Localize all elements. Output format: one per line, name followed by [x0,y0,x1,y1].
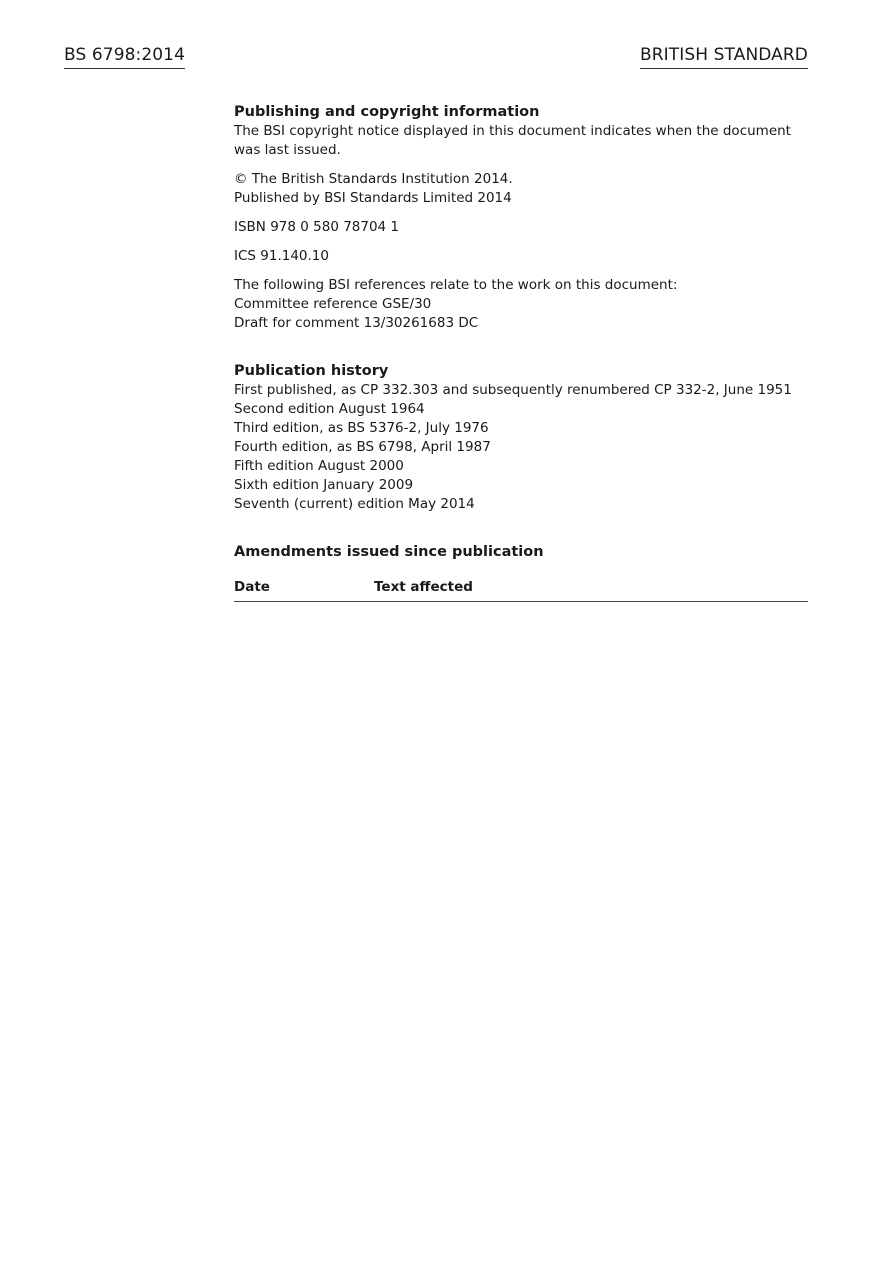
publication-history-list [234,381,808,514]
committee-reference: Committee reference GSE/30 [234,296,432,312]
history-entry: Fifth edition August 2000 [234,458,404,474]
history-entry: Seventh (current) edition May 2014 [234,496,475,512]
history-entry: Second edition August 1964 [234,401,425,417]
amendments-section-title: Amendments issued since publication [234,544,544,560]
history-entry: Third edition, as BS 5376-2, July 1976 [234,420,489,436]
history-entry: Sixth edition January 2009 [234,477,414,493]
copyright-notice-line: The BSI copyright notice displayed in this document indicates when the document [234,123,791,139]
publisher-line: Published by BSI Standards Limited 2014 [234,190,512,206]
copyright-line: © The British Standards Institution 2014. [234,171,513,187]
history-entry: Fourth edition, as BS 6798, April 1987 [234,439,491,455]
history-entry: First published, as CP 332.303 and subsequently renumbered CP 332-2, June 1951 [234,382,792,398]
column-header-text-affected: Text affected [374,579,473,595]
ics-code: ICS 91.140.10 [234,248,329,264]
copyright-notice [234,122,808,160]
bsi-references [234,276,808,333]
copyright-section-title: Publishing and copyright information [234,104,540,120]
draft-for-comment: Draft for comment 13/30261683 DC [234,315,479,331]
references-intro: The following BSI references relate to the work on this document: [234,277,678,293]
publishing-info [234,102,808,602]
document-type: BRITISH STANDARD [640,44,808,69]
copyright-notice-line: was last issued. [234,142,341,158]
isbn: ISBN 978 0 580 78704 1 [234,219,400,235]
copyright-statement [234,170,808,208]
document-number: BS 6798:2014 [64,44,185,69]
amendments-table-header [234,578,808,602]
history-section-title: Publication history [234,363,389,379]
column-header-date: Date [234,579,270,595]
